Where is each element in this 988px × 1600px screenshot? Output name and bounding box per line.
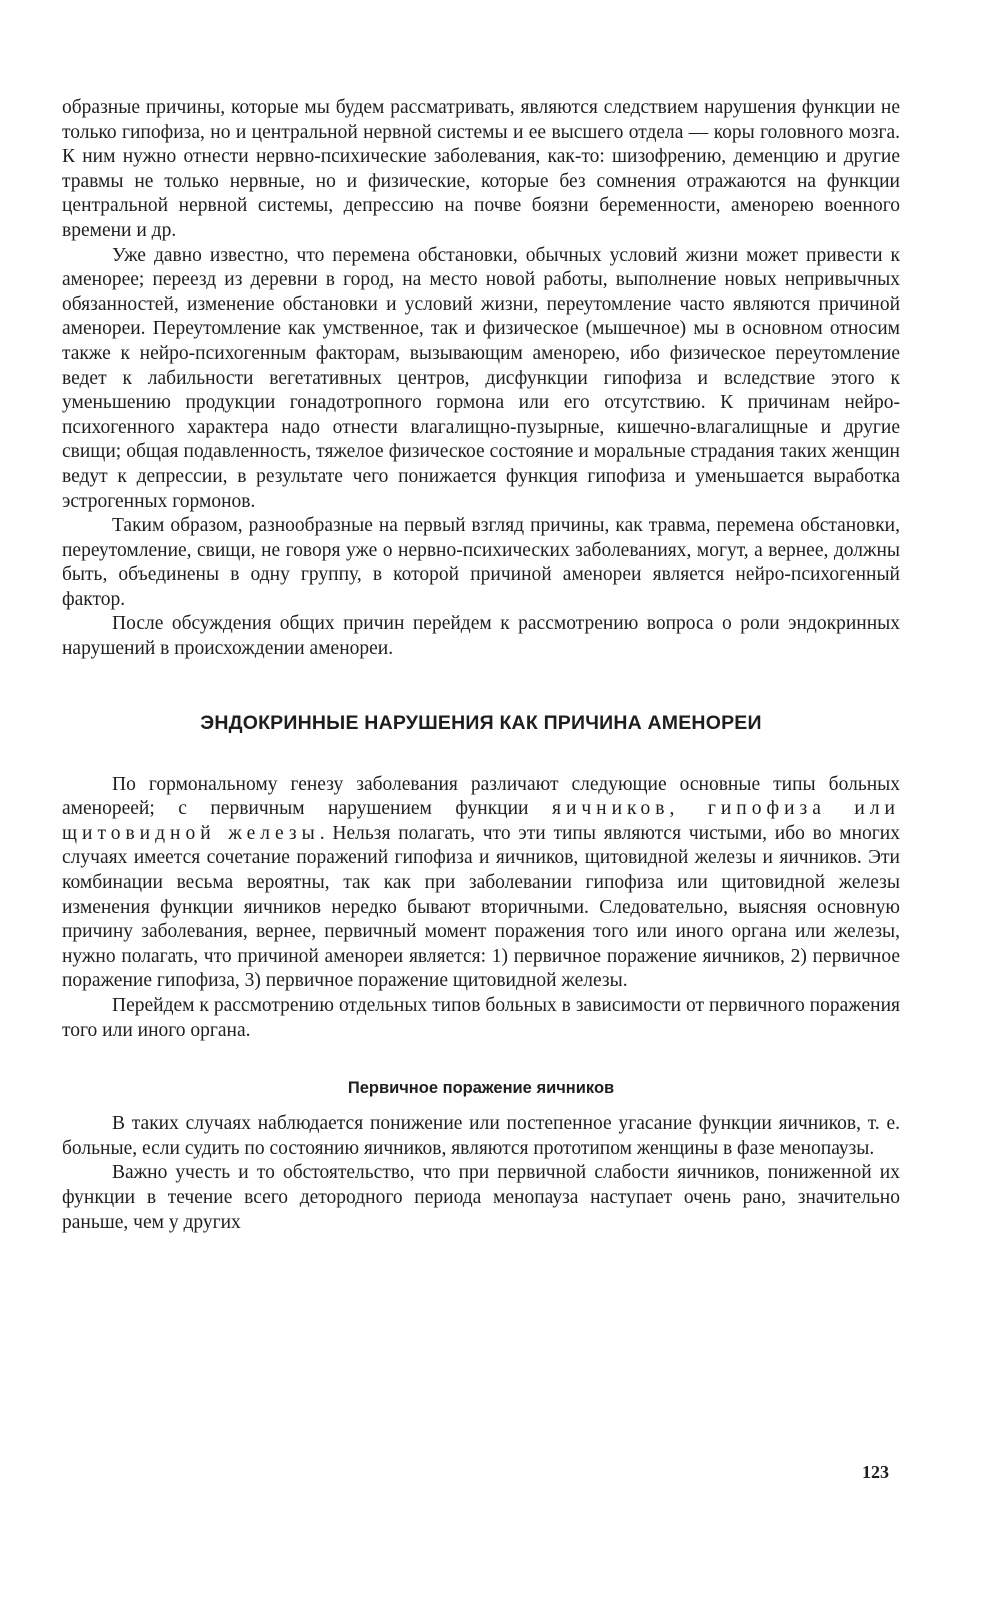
subsection-heading: Первичное поражение яичников: [347, 1079, 615, 1098]
paragraph-7: В таких случаях наблюдается понижение или постепенное угасание функции яичников, т. е. больные, если судить по состоянию яичников, являются прототипом женщины в фазе менопаузы.: [62, 1113, 900, 1159]
page-body: [62, 96, 900, 1235]
paragraph-6: Перейдем к рассмотрению отдельных типов больных в зависимости от первичного поражения того или иного органа.: [62, 995, 900, 1041]
paragraph-5: [62, 773, 900, 994]
paragraph-2: Уже давно известно, что перемена обстановки, обычных условий жизни может привести к аменорее; переезд из деревни в город, на место новой работы, выполнение новых непривычных обязанностей, изменение обстановки и условий жизни, переутомление часто являются причиной аменореи. Переутомление как умственное, так и физическое (мышечное) мы в основном относим также к нейро-психогенным факторам, вызывающим аменорею, ибо физическое переутомление ведет к лабильности вегетативных центров, дисфункции гипофиза и вследствие этого к уменьшению продукции гонадотропного гормона или его отсутствию. К причинам нейро-психогенного характера надо отнести влагалищно-пузырные, кишечно-влагалищные и другие свищи; общая подавленность, тяжелое физическое состояние и моральные страдания таких женщин ведут к депрессии, в результате чего понижается функция гипофиза и уменьшается выработка эстрогенных гормонов.: [62, 244, 900, 512]
paragraph-5-start: По гормональному генезу заболевания различают следующие основные типы больных аменореей; с первичным нарушением функции: [62, 773, 900, 820]
paragraph-8: Важно учесть и то обстоятельство, что при первичной слабости яичников, пониженной их функции в течение всего детородного периода менопауза наступает очень рано, значительно раньше, чем у других: [62, 1162, 900, 1233]
section-heading: ЭНДОКРИННЫЕ НАРУШЕНИЯ КАК ПРИЧИНА АМЕНОРЕИ: [200, 711, 762, 734]
paragraph-5-spaced-terms: яичников, гипофиза или щитовидной железы: [62, 798, 900, 844]
page-number: 123: [862, 1462, 889, 1482]
paragraph-4: После обсуждения общих причин перейдем к рассмотрению вопроса о роли эндокринных нарушений в происхождении аменореи.: [62, 613, 900, 660]
paragraph-3: Таким образом, разнообразные на первый взгляд причины, как травма, перемена обстановки, переутомление, свищи, не говоря уже о нервно-психических заболеваниях, могут, а вернее, должны быть, объединены в одну группу, в которой причиной аменореи является нейро-психогенный фактор.: [62, 515, 900, 610]
paragraph-5-end: . Нельзя полагать, что эти типы являются чистыми, ибо во многих случаях имеется сочетание поражений гипофиза и яичников, щитовидной железы и яичников. Эти комбинации весьма вероятны, так как при заболевании гипофиза или щитовидной железы изменения функции яичников нередко бывают вторичными. Следовательно, выясняя основную причину заболевания, вернее, первичный момент поражения того или иного органа или железы, нужно полагать, что причиной аменореи является: 1) первичное поражение яичников, 2) первичное поражение гипофиза, 3) первичное поражение щитовидной железы.: [62, 822, 900, 992]
paragraph-1: образные причины, которые мы будем рассматривать, являются следствием нарушения функции не только гипофиза, но и центральной нервной системы и ее высшего отдела — коры головного мозга. К ним нужно отнести нервно-психические заболевания, как-то: шизофрению, деменцию и другие травмы не только нервные, но и физические, которые без сомнения отражаются на функции центральной нервной системы, депрессию на почве боязни беременности, аменорею военного времени и др.: [62, 97, 900, 241]
